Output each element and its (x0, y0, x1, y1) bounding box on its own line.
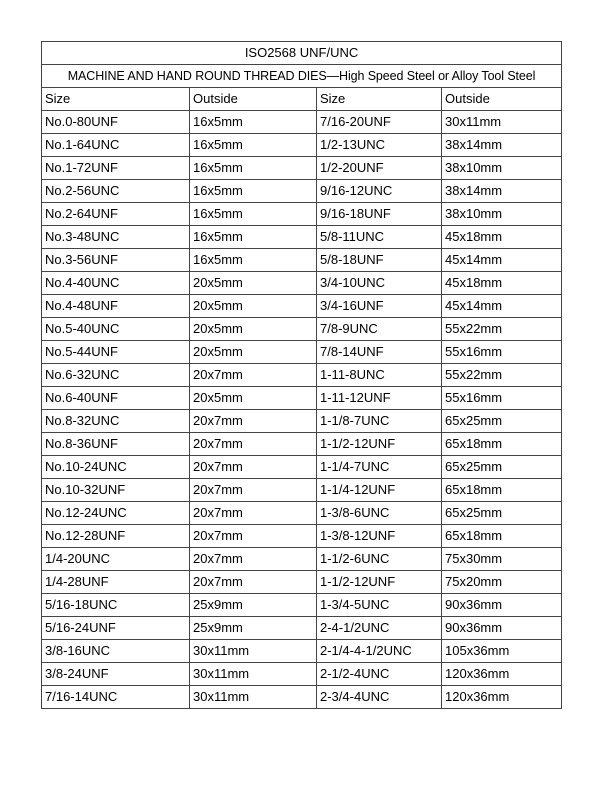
outside-left-cell: 20x7mm (190, 456, 317, 479)
outside-right-cell: 65x25mm (442, 456, 562, 479)
outside-right-cell: 45x14mm (442, 249, 562, 272)
outside-right-cell: 120x36mm (442, 686, 562, 709)
outside-right-cell: 65x25mm (442, 410, 562, 433)
outside-left-cell: 20x7mm (190, 502, 317, 525)
outside-right-cell: 55x22mm (442, 318, 562, 341)
title-row (42, 42, 562, 65)
outside-left-cell: 20x7mm (190, 433, 317, 456)
table-row (42, 387, 562, 410)
size-right-cell: 1-1/4-12UNF (317, 479, 442, 502)
size-right-cell: 1-11-12UNF (317, 387, 442, 410)
table-row (42, 410, 562, 433)
table-row (42, 157, 562, 180)
size-left-cell: No.4-48UNF (42, 295, 190, 318)
size-left-cell: No.5-40UNC (42, 318, 190, 341)
outside-right-cell: 55x16mm (442, 387, 562, 410)
size-left-cell: 7/16-14UNC (42, 686, 190, 709)
table-row (42, 640, 562, 663)
outside-left-cell: 16x5mm (190, 203, 317, 226)
outside-left-cell: 25x9mm (190, 617, 317, 640)
size-right-cell: 5/8-11UNC (317, 226, 442, 249)
size-left-cell: 5/16-18UNC (42, 594, 190, 617)
size-left-cell: No.1-64UNC (42, 134, 190, 157)
size-left-cell: No.10-24UNC (42, 456, 190, 479)
outside-right-cell: 120x36mm (442, 663, 562, 686)
thread-dies-table (41, 41, 562, 709)
outside-left-cell: 20x7mm (190, 548, 317, 571)
size-left-cell: No.2-64UNF (42, 203, 190, 226)
outside-right-cell: 105x36mm (442, 640, 562, 663)
table-row (42, 525, 562, 548)
outside-left-cell: 16x5mm (190, 157, 317, 180)
outside-right-cell: 55x16mm (442, 341, 562, 364)
outside-left-cell: 20x5mm (190, 318, 317, 341)
table-title: ISO2568 UNF/UNC (42, 42, 562, 65)
thread-dies-sheet (41, 41, 561, 709)
outside-left-cell: 20x5mm (190, 341, 317, 364)
outside-left-cell: 20x5mm (190, 295, 317, 318)
table-row (42, 318, 562, 341)
size-right-cell: 1/2-20UNF (317, 157, 442, 180)
subtitle-row (42, 65, 562, 88)
size-right-cell: 2-1/2-4UNC (317, 663, 442, 686)
table-row (42, 341, 562, 364)
outside-right-cell: 75x20mm (442, 571, 562, 594)
size-left-cell: 3/8-16UNC (42, 640, 190, 663)
table-row (42, 272, 562, 295)
header-size-left: Size (42, 88, 190, 111)
table-row (42, 502, 562, 525)
size-right-cell: 1/2-13UNC (317, 134, 442, 157)
size-right-cell: 1-3/8-6UNC (317, 502, 442, 525)
outside-right-cell: 75x30mm (442, 548, 562, 571)
outside-right-cell: 38x14mm (442, 180, 562, 203)
size-left-cell: No.10-32UNF (42, 479, 190, 502)
size-right-cell: 9/16-18UNF (317, 203, 442, 226)
outside-right-cell: 38x10mm (442, 157, 562, 180)
size-right-cell: 3/4-10UNC (317, 272, 442, 295)
header-size-right: Size (317, 88, 442, 111)
table-row (42, 111, 562, 134)
size-right-cell: 2-4-1/2UNC (317, 617, 442, 640)
outside-right-cell: 45x14mm (442, 295, 562, 318)
size-left-cell: 3/8-24UNF (42, 663, 190, 686)
size-left-cell: No.3-48UNC (42, 226, 190, 249)
outside-left-cell: 20x5mm (190, 387, 317, 410)
outside-left-cell: 16x5mm (190, 134, 317, 157)
size-right-cell: 2-1/4-4-1/2UNC (317, 640, 442, 663)
header-outside-right: Outside (442, 88, 562, 111)
size-right-cell: 1-1/2-12UNF (317, 433, 442, 456)
size-right-cell: 7/16-20UNF (317, 111, 442, 134)
outside-left-cell: 20x7mm (190, 410, 317, 433)
size-left-cell: No.2-56UNC (42, 180, 190, 203)
size-right-cell: 1-3/8-12UNF (317, 525, 442, 548)
outside-left-cell: 20x7mm (190, 479, 317, 502)
size-left-cell: No.12-24UNC (42, 502, 190, 525)
table-row (42, 364, 562, 387)
size-right-cell: 3/4-16UNF (317, 295, 442, 318)
outside-left-cell: 30x11mm (190, 640, 317, 663)
table-row (42, 548, 562, 571)
outside-right-cell: 38x10mm (442, 203, 562, 226)
size-left-cell: No.6-32UNC (42, 364, 190, 387)
size-right-cell: 1-11-8UNC (317, 364, 442, 387)
size-right-cell: 1-1/8-7UNC (317, 410, 442, 433)
outside-right-cell: 45x18mm (442, 226, 562, 249)
table-row (42, 663, 562, 686)
size-left-cell: No.0-80UNF (42, 111, 190, 134)
outside-right-cell: 65x18mm (442, 433, 562, 456)
outside-right-cell: 30x11mm (442, 111, 562, 134)
outside-left-cell: 16x5mm (190, 249, 317, 272)
header-row (42, 88, 562, 111)
size-left-cell: 5/16-24UNF (42, 617, 190, 640)
table-row (42, 571, 562, 594)
outside-left-cell: 30x11mm (190, 686, 317, 709)
table-row (42, 456, 562, 479)
table-row (42, 249, 562, 272)
outside-right-cell: 55x22mm (442, 364, 562, 387)
table-row (42, 226, 562, 249)
table-row (42, 180, 562, 203)
size-right-cell: 1-1/4-7UNC (317, 456, 442, 479)
outside-left-cell: 20x7mm (190, 571, 317, 594)
outside-right-cell: 65x18mm (442, 479, 562, 502)
outside-left-cell: 30x11mm (190, 663, 317, 686)
outside-right-cell: 90x36mm (442, 617, 562, 640)
table-row (42, 295, 562, 318)
outside-right-cell: 90x36mm (442, 594, 562, 617)
size-right-cell: 5/8-18UNF (317, 249, 442, 272)
table-row (42, 433, 562, 456)
outside-left-cell: 20x7mm (190, 525, 317, 548)
table-subtitle: MACHINE AND HAND ROUND THREAD DIES—High Speed Steel or Alloy Tool Steel (42, 65, 562, 88)
outside-right-cell: 45x18mm (442, 272, 562, 295)
size-right-cell: 7/8-9UNC (317, 318, 442, 341)
header-outside-left: Outside (190, 88, 317, 111)
table-row (42, 594, 562, 617)
size-left-cell: No.8-36UNF (42, 433, 190, 456)
size-right-cell: 7/8-14UNF (317, 341, 442, 364)
table-row (42, 203, 562, 226)
size-left-cell: No.3-56UNF (42, 249, 190, 272)
size-left-cell: No.1-72UNF (42, 157, 190, 180)
outside-left-cell: 20x7mm (190, 364, 317, 387)
size-right-cell: 1-1/2-12UNF (317, 571, 442, 594)
outside-left-cell: 20x5mm (190, 272, 317, 295)
outside-left-cell: 16x5mm (190, 226, 317, 249)
outside-left-cell: 25x9mm (190, 594, 317, 617)
size-right-cell: 1-1/2-6UNC (317, 548, 442, 571)
size-right-cell: 9/16-12UNC (317, 180, 442, 203)
size-left-cell: No.8-32UNC (42, 410, 190, 433)
outside-left-cell: 16x5mm (190, 180, 317, 203)
table-row (42, 134, 562, 157)
size-left-cell: 1/4-20UNC (42, 548, 190, 571)
size-left-cell: No.4-40UNC (42, 272, 190, 295)
outside-right-cell: 38x14mm (442, 134, 562, 157)
table-row (42, 617, 562, 640)
size-right-cell: 2-3/4-4UNC (317, 686, 442, 709)
size-left-cell: No.5-44UNF (42, 341, 190, 364)
outside-left-cell: 16x5mm (190, 111, 317, 134)
size-left-cell: No.12-28UNF (42, 525, 190, 548)
table-row (42, 479, 562, 502)
size-right-cell: 1-3/4-5UNC (317, 594, 442, 617)
size-left-cell: No.6-40UNF (42, 387, 190, 410)
size-left-cell: 1/4-28UNF (42, 571, 190, 594)
table-row (42, 686, 562, 709)
outside-right-cell: 65x25mm (442, 502, 562, 525)
outside-right-cell: 65x18mm (442, 525, 562, 548)
